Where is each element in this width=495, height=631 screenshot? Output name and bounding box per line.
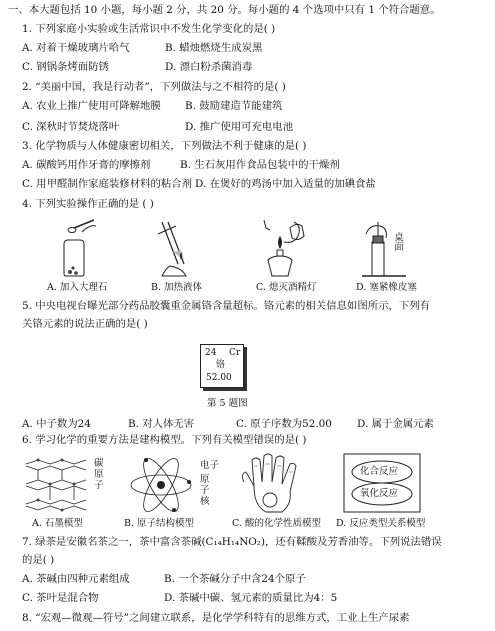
figure-add-marble xyxy=(38,218,108,280)
figure-heat-liquid xyxy=(148,216,198,282)
question-7-stem-line1: 7. 绿茶是安徽名茶之一，茶中富含茶碱(C₁₄H₁₄NO₂)，还有鞣酸及芳香油等。下列说法错误 xyxy=(22,536,442,548)
figure-reaction-types-model xyxy=(342,452,422,514)
q1-option-c[interactable]: C. 钢锅条烤面防锈 xyxy=(22,61,109,73)
q7-option-a[interactable]: A. 茶碱由四种元素组成 xyxy=(22,573,130,585)
q6-caption-a: A. 石墨模型 xyxy=(32,518,83,529)
element-name: 铬 xyxy=(216,360,226,370)
element-symbol: Cr xyxy=(229,348,241,358)
figure-acid-properties-hand xyxy=(236,452,316,516)
nucleus-label: 原子核 xyxy=(200,474,210,507)
q2-option-c[interactable]: C. 深秋时节焚烧落叶 xyxy=(22,121,120,133)
question-4-stem: 4. 下列实验操作正确的是 ( ) xyxy=(22,198,154,210)
q7-option-d[interactable]: D. 茶碱中碳、氢元素的质量比为4：5 xyxy=(164,592,338,604)
q4-caption-a: A. 加入大理石 xyxy=(47,282,108,293)
desk-label: 桌面 xyxy=(392,232,403,251)
q6-caption-c: C. 酸的化学性质模型 xyxy=(232,518,321,529)
q5-option-a[interactable]: A. 中子数为24 xyxy=(22,418,91,430)
question-1-stem: 1. 下列家庭小实验或生活常识中不发生化学变化的是( ) xyxy=(22,23,276,35)
reaction-type-combination: 化合反应 xyxy=(360,466,399,477)
reaction-type-oxidation: 氧化反应 xyxy=(360,488,399,499)
carbon-atom-label: 碳原子 xyxy=(94,458,104,491)
q1-option-d[interactable]: D. 漂白粉杀菌消毒 xyxy=(165,61,253,73)
q1-option-a[interactable]: A. 对着干燥玻璃片哈气 xyxy=(22,42,130,54)
figure-atom-model xyxy=(126,454,196,516)
q3-option-c[interactable]: C. 用甲醛制作家庭装修材料的粘合剂 xyxy=(22,178,193,190)
q6-caption-d: D. 反应类型关系模型 xyxy=(336,518,426,529)
q5-option-d[interactable]: D. 属于金属元素 xyxy=(357,418,434,430)
q3-option-d[interactable]: D. 在煲好的鸡汤中加入适量的加碘食盐 xyxy=(195,178,376,190)
atomic-mass: 52.00 xyxy=(206,373,232,383)
q3-option-b[interactable]: B. 生石灰用作食品包装中的干燥剂 xyxy=(180,159,340,171)
q5-option-c[interactable]: C. 原子序数为52.00 xyxy=(236,418,332,430)
figure-extinguish-lamp xyxy=(250,216,310,282)
question-5-stem-line2: 关铬元素的说法正确的是( ) xyxy=(22,318,148,330)
question-3-stem: 3. 化学物质与人体健康密切相关，下列做法不利于健康的是( ) xyxy=(22,140,307,152)
q1-option-b[interactable]: B. 蜡烛燃烧生成炭黑 xyxy=(165,42,263,54)
figure-insert-stopper xyxy=(348,214,420,282)
q7-option-c[interactable]: C. 茶叶是混合物 xyxy=(22,592,99,604)
q4-caption-d: D. 塞紧橡皮塞 xyxy=(356,282,417,293)
question-2-stem: 2. “美丽中国，我是行动者”，下列做法与之不相符的是( ) xyxy=(22,81,286,93)
q4-caption-c: C. 熄灭酒精灯 xyxy=(256,282,317,293)
question-7-stem-line2: 的是( ) xyxy=(22,554,55,566)
q2-option-b[interactable]: B. 鼓励建造节能建筑 xyxy=(185,100,283,112)
q5-option-b[interactable]: B. 对人体无害 xyxy=(128,418,195,430)
q5-figure-caption: 第 5 题图 xyxy=(207,398,248,409)
q7-option-b[interactable]: B. 一个茶碱分子中含24个原子 xyxy=(164,573,306,585)
chromium-element-cell xyxy=(200,344,244,388)
atomic-number: 24 xyxy=(205,348,217,358)
q4-caption-b: B. 加热液体 xyxy=(151,282,203,293)
figure-graphite-model xyxy=(22,454,92,516)
question-5-stem-line1: 5. 中央电视台曝光部分药品胶囊重金属铬含量超标。铬元素的相关信息如图所示，下列有 xyxy=(22,300,431,312)
section-header: 一、本大题包括 10 小题，每小题 2 分，共 20 分。每小题的 4 个选项中只有 1 个符合题意。 xyxy=(8,4,441,16)
q6-caption-b: B. 原子结构模型 xyxy=(124,518,195,529)
q2-option-a[interactable]: A. 农业上推广使用可降解地膜 xyxy=(22,100,161,112)
electron-label: 电子 xyxy=(200,460,220,471)
question-8-stem: 8. “宏观—微观—符号”之间建立联系，是化学学科特有的思维方式，工业上生产尿素 xyxy=(22,612,410,624)
q3-option-a[interactable]: A. 碳酸钙用作牙膏的摩擦剂 xyxy=(22,159,151,171)
question-6-stem: 6. 学习化学的重要方法是建构模型。下列有关模型错误的是( ) xyxy=(22,434,307,446)
q2-option-d[interactable]: D. 推广使用可充电电池 xyxy=(185,121,294,133)
